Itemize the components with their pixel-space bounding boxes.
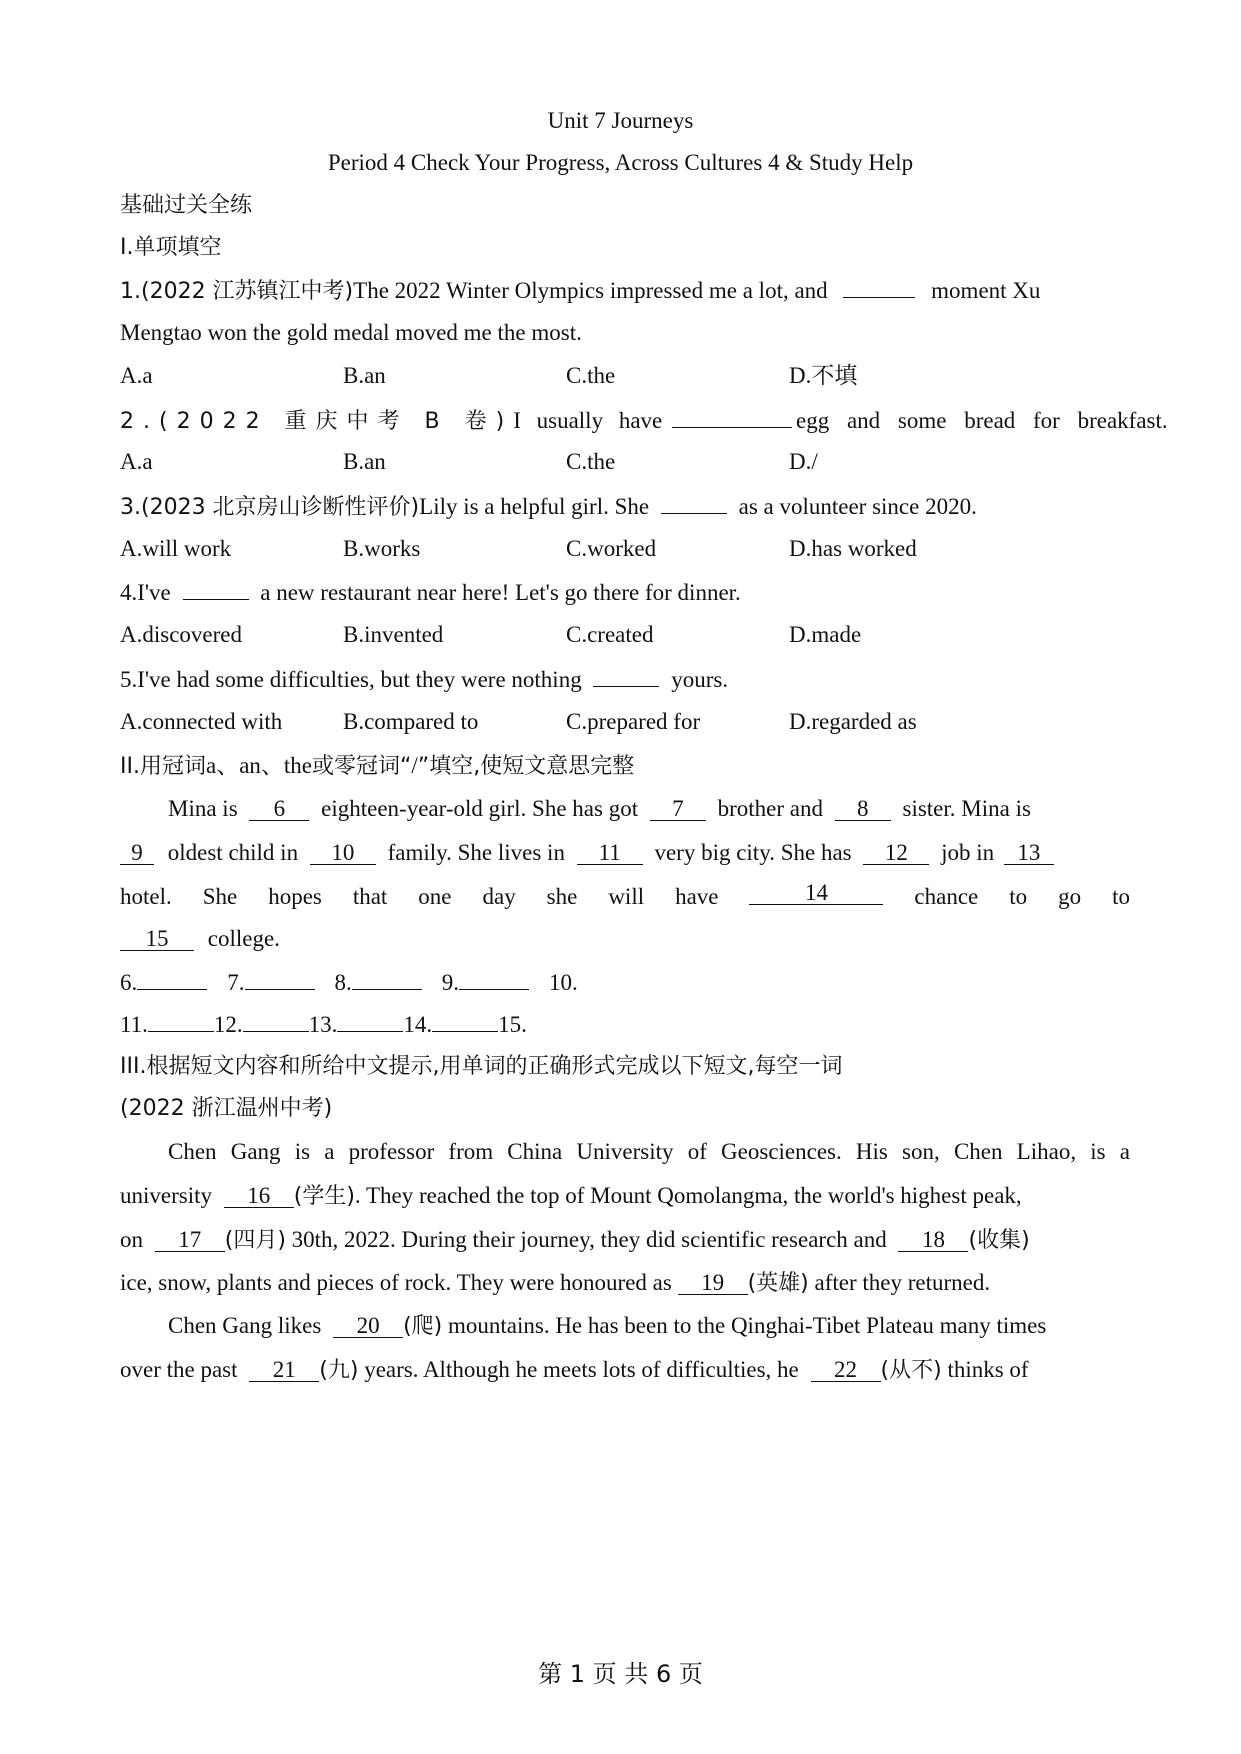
option-d[interactable]: D.has worked [789, 536, 917, 561]
answer-line[interactable] [352, 967, 422, 990]
answer-label: 10. [549, 970, 578, 995]
option-b[interactable]: B.an [343, 363, 386, 388]
blank-10[interactable]: 10 [310, 842, 376, 865]
answer-blank[interactable] [593, 664, 659, 687]
part2-heading-text: II.用冠词 [120, 754, 206, 779]
answer-label: 11. [120, 1012, 148, 1037]
passage3-line2 [120, 1181, 1130, 1212]
blank-20[interactable]: 20 [333, 1315, 403, 1338]
answer-label: 8. [334, 970, 352, 995]
hint-text: (爬) [403, 1314, 443, 1339]
hint-text: (学生) [293, 1184, 355, 1209]
blank-8[interactable]: 8 [835, 798, 891, 821]
option-d[interactable]: D./ [789, 449, 818, 474]
passage-text: college. [207, 926, 280, 951]
page-footer: 第 1 页 共 6 页 [538, 1660, 703, 1688]
blank-13[interactable]: 13 [1004, 842, 1054, 865]
question-2 [120, 405, 1168, 437]
passage-text: Mina is [168, 796, 238, 821]
answer-blank[interactable] [183, 577, 249, 600]
blank-17[interactable]: 17 [155, 1229, 225, 1252]
question-3 [120, 491, 1130, 523]
answer-line[interactable] [148, 1009, 214, 1032]
blank-9[interactable]: 9 [120, 842, 154, 865]
page-subtitle: Period 4 Check Your Progress, Across Cultures 4 & Study Help [327, 150, 914, 175]
question-2-source: 2.(2022 重庆中考 B 卷) [120, 409, 514, 434]
option-a[interactable]: A.will work [120, 536, 232, 561]
question-1-text: The 2022 Winter Olympics impressed me a lot, and [353, 278, 828, 303]
option-a[interactable]: A.a [120, 449, 153, 474]
passage-text: . They reached the top of Mount Qomolangma, the world's highest peak, [354, 1183, 1022, 1208]
answer-label: 6. [120, 970, 138, 995]
answer-label: 14. [403, 1012, 433, 1037]
passage-text: after they returned. [808, 1270, 991, 1295]
passage-text: to [1112, 884, 1130, 909]
option-d[interactable]: D.不填 [789, 363, 858, 388]
hint-text: (收集) [968, 1228, 1030, 1253]
answer-row-1 [120, 967, 1130, 998]
part2-heading-articles: a、an、the [205, 753, 312, 778]
answer-blank[interactable] [661, 491, 727, 514]
hint-text: (从不) [880, 1358, 942, 1383]
blank-7[interactable]: 7 [650, 798, 706, 821]
answer-label: 13. [308, 1012, 338, 1037]
option-a[interactable]: A.a [120, 363, 153, 388]
passage-text: have [675, 884, 719, 909]
passage-text: will [608, 884, 645, 909]
passage3-line3 [120, 1225, 1130, 1256]
passage-text: hopes [268, 884, 322, 909]
passage2-line1 [168, 794, 1130, 824]
passage-text: university [120, 1183, 212, 1208]
question-1 [120, 275, 1130, 307]
option-c[interactable]: C.the [566, 449, 616, 474]
passage2-line4 [120, 924, 1130, 954]
passage-text: thinks of [941, 1357, 1029, 1382]
passage-text: hotel. [120, 884, 172, 909]
option-b[interactable]: B.works [343, 536, 421, 561]
hint-text: (四月) [224, 1228, 286, 1253]
passage-text: years. Although he meets lots of difficulties, he [358, 1357, 799, 1382]
passage-text: She [202, 884, 238, 909]
passage-text: oldest child in [167, 840, 299, 865]
question-4-text-end: a new restaurant near here! Let's go there for dinner. [260, 580, 741, 605]
blank-6[interactable]: 6 [249, 798, 309, 821]
part3-source: (2022 浙江温州中考) [120, 1096, 333, 1121]
passage3-line4 [120, 1268, 1130, 1299]
question-3-text-end: as a volunteer since 2020. [738, 494, 977, 519]
answer-line[interactable] [243, 1009, 309, 1032]
passage-text: chance [914, 884, 979, 909]
answer-line[interactable] [137, 967, 207, 990]
passage-text: family. She lives in [387, 840, 565, 865]
question-1-source: 1.(2022 江苏镇江中考) [120, 279, 354, 304]
option-c[interactable]: C.created [566, 622, 654, 647]
blank-18[interactable]: 18 [898, 1229, 968, 1252]
question-5-text: 5.I've had some difficulties, but they were nothing [120, 667, 582, 692]
passage-text: mountains. He has been to the Qinghai-Tibet Plateau many times [442, 1313, 1047, 1338]
passage-text: to [1009, 884, 1028, 909]
answer-label: 12. [213, 1012, 243, 1037]
option-a[interactable]: A.connected with [120, 709, 283, 734]
passage-text: over the past [120, 1357, 238, 1382]
answer-blank[interactable] [843, 275, 915, 298]
option-c[interactable]: C.the [566, 363, 616, 388]
passage-text: sister. Mina is [902, 796, 1031, 821]
question-1-text-end: moment Xu [931, 278, 1041, 303]
passage-text: that [352, 884, 388, 909]
part2-heading [120, 751, 1130, 782]
blank-12[interactable]: 12 [863, 842, 929, 865]
question-4-text: 4.I've [120, 580, 171, 605]
option-a[interactable]: A.discovered [120, 622, 242, 647]
option-b[interactable]: B.invented [343, 622, 444, 647]
answer-line[interactable] [337, 1009, 403, 1032]
question-2-text-end: egg and some bread for breakfast. [795, 408, 1168, 433]
hint-text: (英雄) [747, 1271, 809, 1296]
passage-text: she [546, 884, 578, 909]
passage3-line6 [120, 1355, 1130, 1386]
question-4 [120, 577, 1130, 608]
passage-text: Chen Gang likes [168, 1313, 322, 1338]
option-d[interactable]: D.regarded as [789, 709, 917, 734]
passage3-line1: Chen Gang is a professor from China University of Geosciences. His son, Chen Lihao, is a [168, 1139, 1130, 1164]
answer-line[interactable] [432, 1009, 498, 1032]
answer-label: 15. [498, 1012, 527, 1037]
option-d[interactable]: D.made [789, 622, 862, 647]
question-2-text: I usually have [513, 408, 663, 433]
passage-text: very big city. She has [654, 840, 852, 865]
blank-11[interactable]: 11 [577, 842, 643, 865]
answer-line[interactable] [245, 967, 315, 990]
hint-text: (九) [319, 1358, 359, 1383]
passage-text: on [120, 1227, 143, 1252]
part3-heading: III.根据短文内容和所给中文提示,用单词的正确形式完成以下短文,每空一词 [120, 1054, 843, 1079]
passage3-line5 [168, 1311, 1130, 1342]
question-5-text-end: yours. [671, 667, 729, 692]
passage-text: one [418, 884, 452, 909]
answer-label: 9. [441, 970, 459, 995]
option-b[interactable]: B.compared to [343, 709, 479, 734]
section-heading: 基础过关全练 [120, 193, 253, 218]
answer-blank[interactable] [672, 405, 792, 428]
answer-line[interactable] [459, 967, 529, 990]
blank-21[interactable]: 21 [249, 1359, 319, 1382]
blank-14[interactable]: 14 [749, 882, 883, 905]
blank-22[interactable]: 22 [811, 1359, 881, 1382]
question-3-source: 3.(2023 北京房山诊断性评价) [120, 495, 420, 520]
part1-heading: I.单项填空 [120, 235, 222, 260]
passage-text: job in [941, 840, 995, 865]
passage-text: eighteen-year-old girl. She has got [321, 796, 639, 821]
passage-text: day [482, 884, 516, 909]
part2-heading-text: ”填空,使短文意思完整 [417, 754, 635, 779]
answer-label: 7. [227, 970, 245, 995]
passage2-line3 [120, 882, 1130, 912]
option-c[interactable]: C.prepared for [566, 709, 701, 734]
passage-text: go [1058, 884, 1082, 909]
option-c[interactable]: C.worked [566, 536, 657, 561]
option-b[interactable]: B.an [343, 449, 386, 474]
answer-row-2 [120, 1009, 1130, 1040]
passage-text: brother and [717, 796, 823, 821]
blank-16[interactable]: 16 [224, 1185, 294, 1208]
page-title: Unit 7 Journeys [547, 108, 694, 133]
question-3-text: Lily is a helpful girl. She [419, 494, 650, 519]
blank-19[interactable]: 19 [678, 1272, 748, 1295]
passage2-line2 [120, 838, 1130, 868]
passage-text: ice, snow, plants and pieces of rock. They were honoured as [120, 1270, 672, 1295]
passage-text: 30th, 2022. During their journey, they did scientific research and [285, 1227, 887, 1252]
question-1-line2: Mengtao won the gold medal moved me the most. [120, 320, 582, 345]
blank-15[interactable]: 15 [120, 928, 194, 951]
part2-heading-slash: / [411, 753, 418, 778]
part2-heading-text: 或零冠词“ [312, 754, 412, 779]
question-5 [120, 664, 1130, 695]
